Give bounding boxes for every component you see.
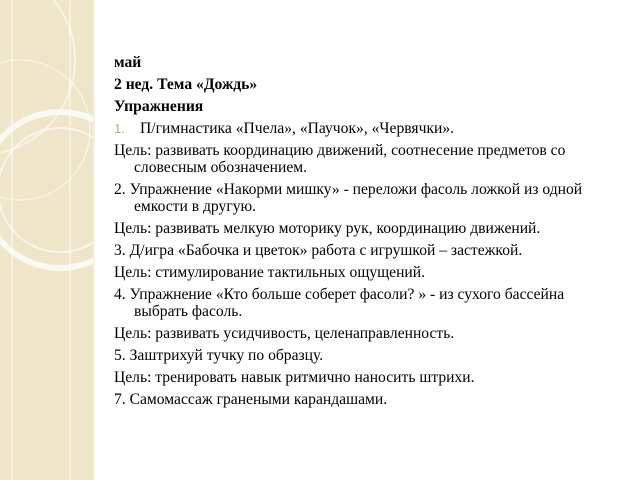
paragraph-exercise: 4. Упражнение «Кто больше соберет фасоли? » - из сухого бассейна выбрать фасоль. xyxy=(114,286,565,320)
paragraph-goal: Цель: развивать усидчивость, целенаправленность. xyxy=(114,325,455,342)
paragraph-exercise: 7. Самомассаж гранеными карандашами. xyxy=(114,391,388,408)
paragraph-goal: Цель: тренировать навык ритмично наносить штрихи. xyxy=(114,369,475,386)
month-heading: май xyxy=(114,54,142,71)
week-topic-heading: 2 нед. Тема «Дождь» xyxy=(114,76,258,93)
side-band-edge xyxy=(93,0,95,480)
paragraph-exercise: 5. Заштрихуй тучку по образцу. xyxy=(114,347,324,364)
slide-content xyxy=(114,54,619,413)
paragraph-goal: Цель: развивать мелкую моторику рук, координацию движений. xyxy=(114,220,541,237)
list-item-text: П/гимнастика «Пчела», «Паучок», «Червячки». xyxy=(140,120,455,137)
decorative-side-band xyxy=(0,0,93,480)
list-item xyxy=(114,120,619,137)
decorative-arcs xyxy=(0,0,93,480)
paragraph-goal: Цель: стимулирование тактильных ощущений. xyxy=(114,264,426,281)
paragraph-exercise: 2. Упражнение «Накорми мишку» - переложи фасоль ложкой из одной емкости в другую. xyxy=(114,181,583,215)
list-number-marker: 1. xyxy=(114,121,125,136)
paragraph-goal: Цель: развивать координацию движений, соотнесение предметов со словесным обозначением. xyxy=(114,142,566,176)
section-title: Упражнения xyxy=(114,98,204,115)
paragraph-exercise: 3. Д/игра «Бабочка и цветок» работа с игрушкой – застежкой. xyxy=(114,242,523,259)
